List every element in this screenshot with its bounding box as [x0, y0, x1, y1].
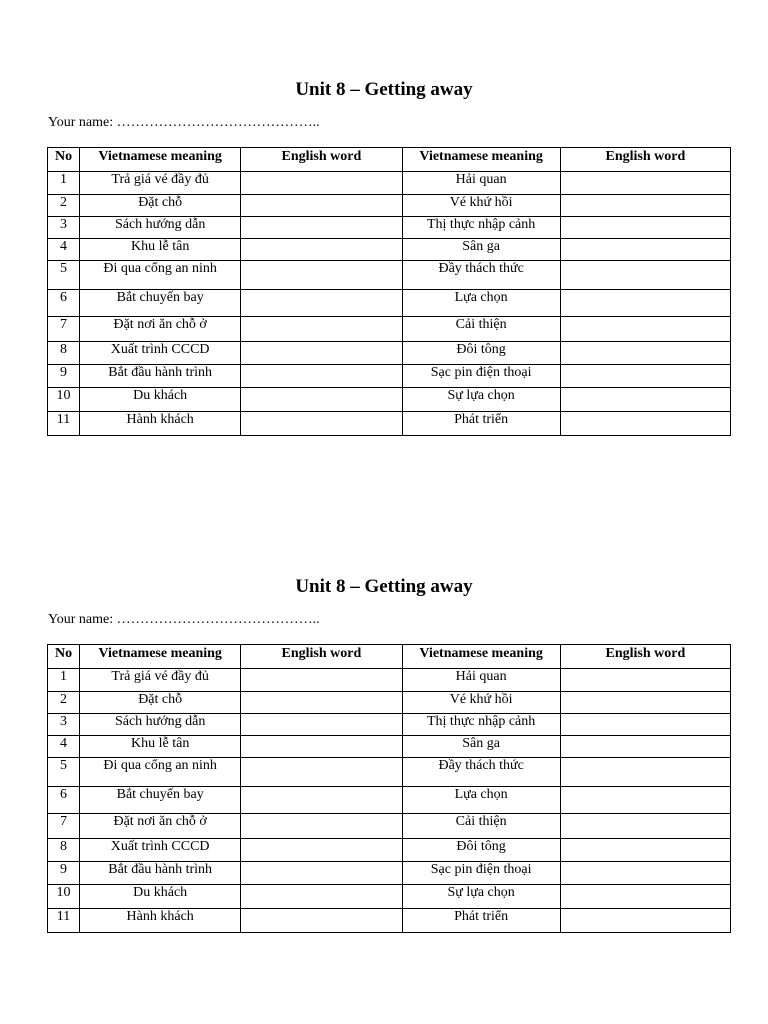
- table-row: [48, 217, 731, 239]
- english-word-blank[interactable]: [241, 909, 402, 933]
- vietnamese-meaning: Bắt chuyến bay: [80, 787, 241, 814]
- vietnamese-meaning: Thị thực nhập cảnh: [402, 217, 560, 239]
- row-number: 5: [48, 758, 80, 787]
- row-number: 11: [48, 412, 80, 436]
- name-field-label: Your name: ……………………………………..: [48, 612, 320, 627]
- vietnamese-meaning: Hành khách: [80, 909, 241, 933]
- name-field-label: Your name: ……………………………………..: [48, 115, 320, 130]
- table-row: [48, 342, 731, 365]
- table-row: [48, 195, 731, 217]
- table-row: [48, 412, 731, 436]
- vietnamese-meaning: Đặt nơi ăn chỗ ở: [80, 317, 241, 342]
- english-word-blank[interactable]: [241, 787, 402, 814]
- row-number: 2: [48, 195, 80, 217]
- row-number: 11: [48, 909, 80, 933]
- header-english-word: English word: [241, 645, 402, 669]
- table-row: [48, 172, 731, 195]
- english-word-blank[interactable]: [241, 217, 402, 239]
- table-row: [48, 261, 731, 290]
- english-word-blank[interactable]: [560, 342, 730, 365]
- vietnamese-meaning: Vé khứ hồi: [402, 195, 560, 217]
- english-word-blank[interactable]: [560, 290, 730, 317]
- vietnamese-meaning: Du khách: [80, 885, 241, 909]
- vietnamese-meaning: Sách hướng dẫn: [80, 217, 241, 239]
- header-vietnamese-meaning: Vietnamese meaning: [402, 148, 560, 172]
- vietnamese-meaning: Đi qua cổng an ninh: [80, 758, 241, 787]
- table-header-row: [48, 645, 731, 669]
- vietnamese-meaning: Bắt đầu hành trình: [80, 862, 241, 885]
- row-number: 6: [48, 787, 80, 814]
- row-number: 8: [48, 342, 80, 365]
- vietnamese-meaning: Hải quan: [402, 172, 560, 195]
- row-number: 8: [48, 839, 80, 862]
- row-number: 7: [48, 814, 80, 839]
- row-number: 9: [48, 862, 80, 885]
- english-word-blank[interactable]: [241, 388, 402, 412]
- vietnamese-meaning: Lựa chọn: [402, 290, 560, 317]
- vietnamese-meaning: Khu lễ tân: [80, 736, 241, 758]
- vietnamese-meaning: Sạc pin điện thoại: [402, 862, 560, 885]
- english-word-blank[interactable]: [560, 412, 730, 436]
- table-row: [48, 669, 731, 692]
- header-vietnamese-meaning: Vietnamese meaning: [80, 148, 241, 172]
- english-word-blank[interactable]: [560, 862, 730, 885]
- vietnamese-meaning: Sách hướng dẫn: [80, 714, 241, 736]
- table-row: [48, 885, 731, 909]
- row-number: 10: [48, 885, 80, 909]
- row-number: 4: [48, 736, 80, 758]
- english-word-blank[interactable]: [241, 862, 402, 885]
- english-word-blank[interactable]: [560, 365, 730, 388]
- english-word-blank[interactable]: [241, 714, 402, 736]
- row-number: 5: [48, 261, 80, 290]
- vietnamese-meaning: Hải quan: [402, 669, 560, 692]
- vietnamese-meaning: Đôi tông: [402, 342, 560, 365]
- table-row: [48, 814, 731, 839]
- row-number: 3: [48, 217, 80, 239]
- vietnamese-meaning: Đôi tông: [402, 839, 560, 862]
- vietnamese-meaning: Phát triển: [402, 909, 560, 933]
- vietnamese-meaning: Đầy thách thức: [402, 758, 560, 787]
- table-row: [48, 862, 731, 885]
- english-word-blank[interactable]: [241, 839, 402, 862]
- table-row: [48, 839, 731, 862]
- vietnamese-meaning: Vé khứ hồi: [402, 692, 560, 714]
- page-title: Unit 8 – Getting away: [295, 79, 473, 100]
- vietnamese-meaning: Khu lễ tân: [80, 239, 241, 261]
- english-word-blank[interactable]: [560, 172, 730, 195]
- english-word-blank[interactable]: [560, 909, 730, 933]
- english-word-blank[interactable]: [560, 736, 730, 758]
- english-word-blank[interactable]: [560, 814, 730, 839]
- english-word-blank[interactable]: [241, 317, 402, 342]
- vietnamese-meaning: Sân ga: [402, 239, 560, 261]
- english-word-blank[interactable]: [241, 195, 402, 217]
- vietnamese-meaning: Cải thiện: [402, 814, 560, 839]
- english-word-blank[interactable]: [241, 261, 402, 290]
- vietnamese-meaning: Đầy thách thức: [402, 261, 560, 290]
- header-vietnamese-meaning: Vietnamese meaning: [80, 645, 241, 669]
- table-row: [48, 317, 731, 342]
- table-row: [48, 909, 731, 933]
- english-word-blank[interactable]: [560, 885, 730, 909]
- vocab-table: [47, 644, 731, 933]
- page-title: Unit 8 – Getting away: [295, 576, 473, 597]
- vietnamese-meaning: Bắt đầu hành trình: [80, 365, 241, 388]
- table-row: [48, 758, 731, 787]
- english-word-blank[interactable]: [241, 172, 402, 195]
- vietnamese-meaning: Sự lựa chọn: [402, 388, 560, 412]
- vietnamese-meaning: Thị thực nhập cảnh: [402, 714, 560, 736]
- vietnamese-meaning: Đặt chỗ: [80, 195, 241, 217]
- header-english-word: English word: [241, 148, 402, 172]
- header-english-word: English word: [560, 645, 730, 669]
- vietnamese-meaning: Sân ga: [402, 736, 560, 758]
- row-number: 1: [48, 669, 80, 692]
- english-word-blank[interactable]: [241, 239, 402, 261]
- english-word-blank[interactable]: [560, 388, 730, 412]
- english-word-blank[interactable]: [241, 885, 402, 909]
- row-number: 7: [48, 317, 80, 342]
- vietnamese-meaning: Du khách: [80, 388, 241, 412]
- english-word-blank[interactable]: [560, 317, 730, 342]
- english-word-blank[interactable]: [560, 692, 730, 714]
- table-row: [48, 290, 731, 317]
- english-word-blank[interactable]: [560, 217, 730, 239]
- vietnamese-meaning: Đặt chỗ: [80, 692, 241, 714]
- english-word-blank[interactable]: [560, 195, 730, 217]
- header-vietnamese-meaning: Vietnamese meaning: [402, 645, 560, 669]
- english-word-blank[interactable]: [560, 239, 730, 261]
- vietnamese-meaning: Hành khách: [80, 412, 241, 436]
- table-row: [48, 736, 731, 758]
- english-word-blank[interactable]: [241, 814, 402, 839]
- vietnamese-meaning: Phát triển: [402, 412, 560, 436]
- english-word-blank[interactable]: [560, 839, 730, 862]
- row-number: 4: [48, 239, 80, 261]
- vietnamese-meaning: Đặt nơi ăn chỗ ở: [80, 814, 241, 839]
- vietnamese-meaning: Trả giá vé đầy đủ: [80, 669, 241, 692]
- english-word-blank[interactable]: [241, 342, 402, 365]
- vietnamese-meaning: Sạc pin điện thoại: [402, 365, 560, 388]
- english-word-blank[interactable]: [241, 365, 402, 388]
- english-word-blank[interactable]: [241, 290, 402, 317]
- row-number: 3: [48, 714, 80, 736]
- vietnamese-meaning: Bắt chuyến bay: [80, 290, 241, 317]
- vocab-table: [47, 147, 731, 436]
- row-number: 9: [48, 365, 80, 388]
- vietnamese-meaning: Trả giá vé đầy đủ: [80, 172, 241, 195]
- table-header-row: [48, 148, 731, 172]
- english-word-blank[interactable]: [560, 261, 730, 290]
- vietnamese-meaning: Sự lựa chọn: [402, 885, 560, 909]
- header-no: No: [48, 645, 80, 669]
- english-word-blank[interactable]: [241, 758, 402, 787]
- table-row: [48, 714, 731, 736]
- row-number: 2: [48, 692, 80, 714]
- row-number: 10: [48, 388, 80, 412]
- vietnamese-meaning: Xuất trình CCCD: [80, 342, 241, 365]
- vietnamese-meaning: Cải thiện: [402, 317, 560, 342]
- english-word-blank[interactable]: [241, 412, 402, 436]
- table-row: [48, 365, 731, 388]
- english-word-blank[interactable]: [241, 692, 402, 714]
- header-no: No: [48, 148, 80, 172]
- english-word-blank[interactable]: [560, 714, 730, 736]
- english-word-blank[interactable]: [560, 669, 730, 692]
- english-word-blank[interactable]: [560, 787, 730, 814]
- vietnamese-meaning: Lựa chọn: [402, 787, 560, 814]
- vietnamese-meaning: Đi qua cổng an ninh: [80, 261, 241, 290]
- row-number: 6: [48, 290, 80, 317]
- table-row: [48, 239, 731, 261]
- english-word-blank[interactable]: [241, 736, 402, 758]
- vietnamese-meaning: Xuất trình CCCD: [80, 839, 241, 862]
- table-row: [48, 692, 731, 714]
- table-row: [48, 388, 731, 412]
- english-word-blank[interactable]: [241, 669, 402, 692]
- header-english-word: English word: [560, 148, 730, 172]
- table-row: [48, 787, 731, 814]
- english-word-blank[interactable]: [560, 758, 730, 787]
- row-number: 1: [48, 172, 80, 195]
